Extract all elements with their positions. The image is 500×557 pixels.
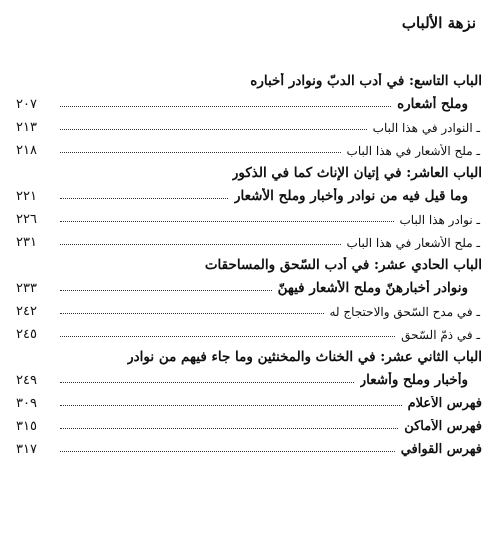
toc-entry-text: فهرس الأعلام — [407, 396, 482, 411]
running-header: نزهة الألباب — [401, 14, 476, 32]
toc-index-places — [16, 411, 482, 434]
toc-entry-text: وما قيل فيه من نوادر وأخبار وملح الأشعار — [234, 188, 468, 204]
dot-leader — [60, 451, 395, 452]
dot-leader — [60, 336, 395, 337]
page-number: ٢٣١ — [16, 235, 37, 250]
dot-leader — [60, 382, 354, 383]
toc-chapter-10-entry — [16, 181, 482, 204]
toc-index-persons — [16, 388, 482, 411]
dot-leader — [60, 129, 367, 130]
toc-chapter-11-sub-2 — [16, 319, 482, 342]
toc-subentry-text: ـ النوادر في هذا الباب — [372, 121, 480, 135]
toc-chapter-12-heading — [16, 342, 482, 365]
toc-entry-text: وملح أشعاره — [397, 96, 468, 112]
toc-chapter-10-heading — [16, 158, 482, 181]
toc-subentry-text: ـ ملح الأشعار في هذا الباب — [346, 236, 480, 250]
dot-leader — [60, 290, 272, 291]
page-number: ٢١٣ — [16, 120, 37, 135]
toc-chapter-9-sub-1 — [16, 112, 482, 135]
toc-chapter-12-entry — [16, 365, 482, 388]
page-number: ٢٢١ — [16, 189, 37, 204]
table-of-contents — [16, 66, 482, 457]
toc-heading-text: الباب العاشر: في إتيان الإناث كما في الذكور — [231, 165, 482, 181]
toc-chapter-9-entry — [16, 89, 482, 112]
dot-leader — [60, 106, 391, 107]
page-number: ٢٤٩ — [16, 373, 37, 388]
dot-leader — [60, 152, 341, 153]
toc-heading-text: الباب التاسع: في أدب الدبّ ونوادر أخباره — [250, 73, 482, 89]
toc-subentry-text: ـ في مدح السّحق والاحتجاج له — [329, 305, 480, 319]
page-number: ٢٤٢ — [16, 304, 37, 319]
page-number: ٢٤٥ — [16, 327, 37, 342]
dot-leader — [60, 244, 341, 245]
toc-chapter-11-entry — [16, 273, 482, 296]
page-number: ٣١٧ — [16, 442, 37, 457]
toc-subentry-text: ـ نوادر هذا الباب — [399, 213, 480, 227]
dot-leader — [60, 313, 324, 314]
toc-chapter-11-sub-1 — [16, 296, 482, 319]
toc-chapter-10-sub-1 — [16, 204, 482, 227]
page-number: ٣٠٩ — [16, 396, 37, 411]
toc-heading-text: الباب الحادي عشر: في أدب السّحق والمساحقات — [204, 257, 482, 273]
dot-leader — [60, 198, 228, 199]
toc-chapter-10-sub-2 — [16, 227, 482, 250]
page-number: ٣١٥ — [16, 419, 37, 434]
toc-subentry-text: ـ في ذمّ السّحق — [401, 328, 480, 342]
page-number: ٢١٨ — [16, 143, 37, 158]
toc-chapter-11-heading — [16, 250, 482, 273]
page-number: ٢٠٧ — [16, 97, 37, 112]
toc-subentry-text: ـ ملح الأشعار في هذا الباب — [346, 144, 480, 158]
dot-leader — [60, 221, 394, 222]
page-number: ٢٢٦ — [16, 212, 37, 227]
dot-leader — [60, 405, 402, 406]
dot-leader — [60, 428, 398, 429]
toc-entry-text: فهرس القوافي — [400, 442, 482, 457]
toc-entry-text: وأخبار وملح وأشعار — [359, 372, 468, 388]
toc-chapter-9-heading — [16, 66, 482, 89]
page-number: ٢٣٣ — [16, 281, 37, 296]
toc-entry-text: فهرس الأماكن — [404, 419, 482, 434]
toc-chapter-9-sub-2 — [16, 135, 482, 158]
toc-entry-text: ونوادر أخبارهنّ وملح الأشعار فيهنّ — [277, 280, 468, 296]
toc-index-rhymes — [16, 434, 482, 457]
toc-heading-text: الباب الثاني عشر: في الخناث والمخنثين وما جاء فيهم من نوادر — [127, 349, 482, 365]
